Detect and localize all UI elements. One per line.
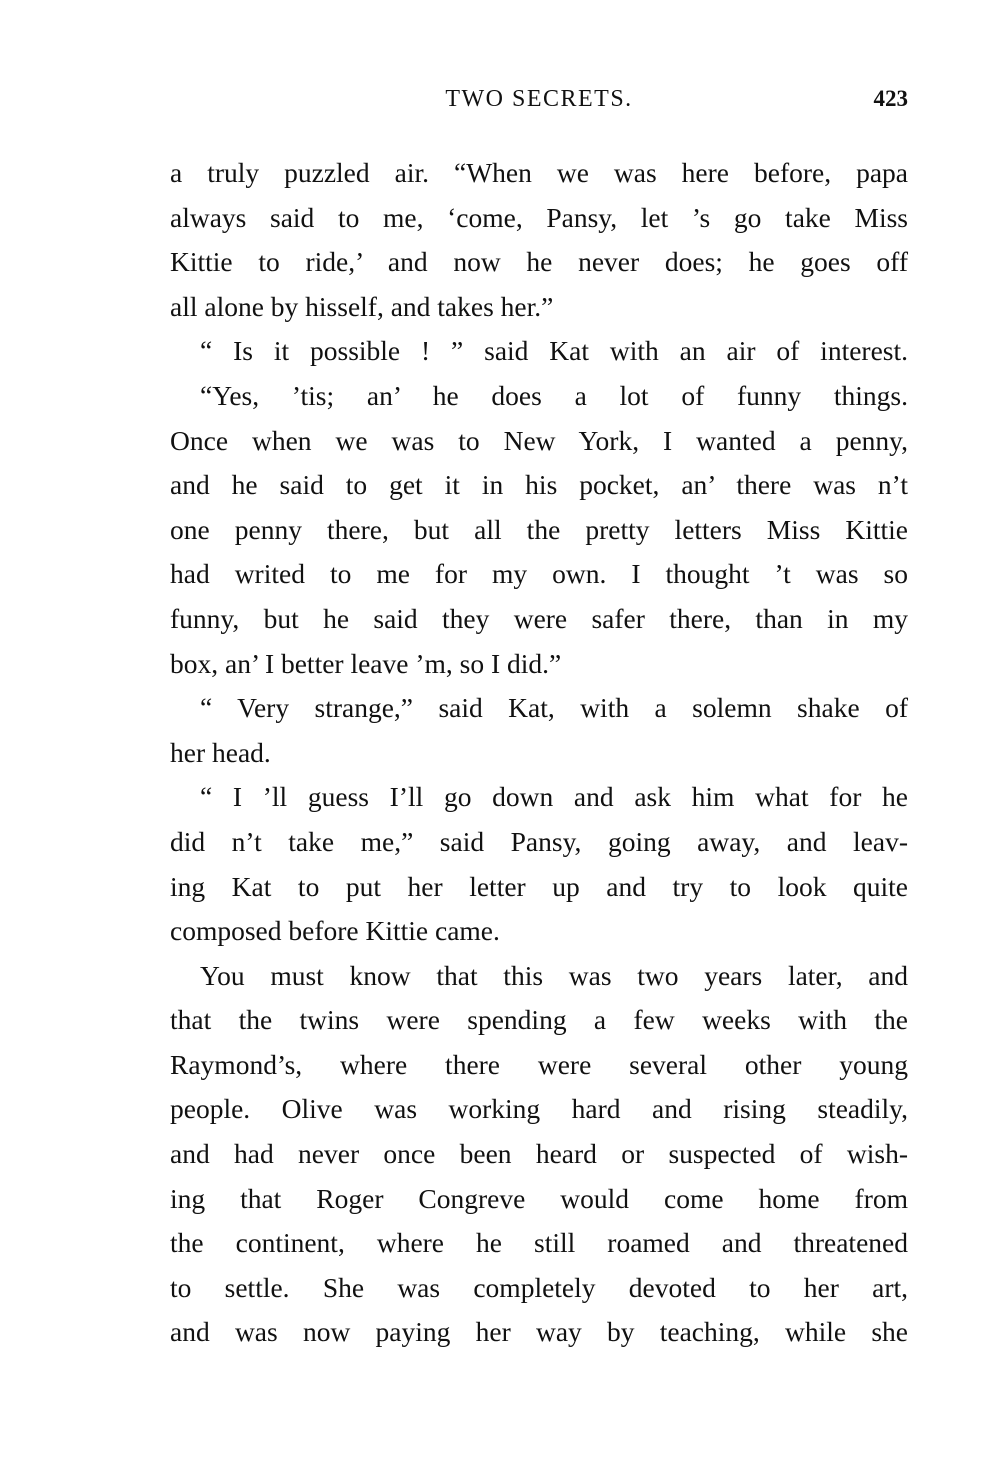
text-line: ing that Roger Congreve would come home from [170,1182,908,1214]
text-line: always said to me, ‘come, Pansy, let ’s go take Miss [170,201,908,233]
running-head [170,86,908,120]
text-line: the continent, where he still roamed and threatened [170,1227,908,1259]
text-line: ing Kat to put her letter up and try to look quite [170,870,908,902]
text-line: that the twins were spending a few weeks with the [170,1004,908,1036]
text-line: and had never once been heard or suspected of wish- [170,1138,908,1170]
text-line: a truly puzzled air. “When we was here before, papa [170,157,908,188]
text-line: one penny there, but all the pretty letters Miss Kittie [170,513,908,545]
text-line: her head. [170,736,271,768]
text-line: all alone by hisself, and takes her.” [170,290,554,322]
text-line: and was now paying her way by teaching, while she [170,1316,908,1348]
text-line: “ I ’ll guess I’ll go down and ask him what for he [200,781,908,813]
text-line: Kittie to ride,’ and now he never does; he goes off [170,246,908,278]
text-line: box, an’ I better leave ’m, so I did.” [170,647,562,679]
text-line: had writed to me for my own. I thought ’t was so [170,558,908,590]
text-line: people. Olive was working hard and rising steadily, [170,1093,908,1125]
text-line: Raymond’s, where there were several other young [170,1048,908,1080]
text-line: to settle. She was completely devoted to her art, [170,1271,908,1303]
page-number: 423 [873,86,908,111]
running-title: TWO SECRETS. [445,86,633,112]
text-line: You must know that this was two years later, and [200,959,908,991]
text-line: and he said to get it in his pocket, an’ there was n’t [170,469,908,501]
text-line: “Yes, ’tis; an’ he does a lot of funny things. [200,379,908,411]
body-text [170,151,908,1355]
text-line: funny, but he said they were safer there, than in my [170,602,908,634]
text-line: Once when we was to New York, I wanted a penny, [170,424,908,456]
text-line: “ Is it possible ! ” said Kat with an air of interest. [200,335,908,367]
text-line: composed before Kittie came. [170,915,500,947]
text-line: did n’t take me,” said Pansy, going away, and leav- [170,825,908,857]
text-line: “ Very strange,” said Kat, with a solemn shake of [200,692,908,724]
